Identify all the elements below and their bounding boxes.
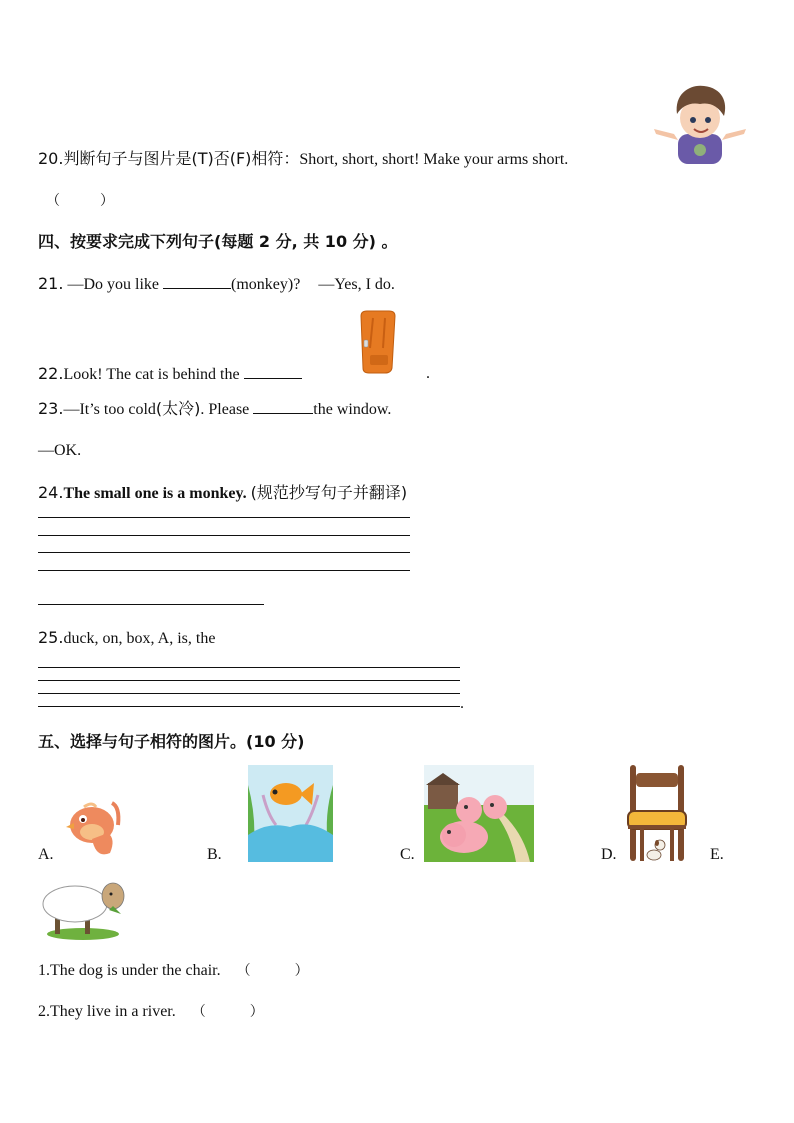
boy-shrugging-icon: [652, 84, 748, 164]
q24-writing-line-1[interactable]: [38, 517, 410, 518]
q24-writing-line-2[interactable]: [38, 535, 410, 536]
section5-title: 五、选择与句子相符的图片。(10 分): [38, 732, 305, 751]
q24-writing-line-4[interactable]: [38, 570, 410, 571]
q25-line: [38, 628, 215, 649]
section4-title: 四、按要求完成下列句子(每题 2 分, 共 10 分) 。: [38, 232, 398, 251]
door-icon: [357, 310, 399, 374]
q22-text: Look! The cat is behind the: [63, 366, 244, 383]
s5-question-2-answer[interactable]: （ ）: [191, 1004, 264, 1020]
q23-blank[interactable]: [253, 399, 313, 414]
s5-question-2-text: 2.They live in a river.: [38, 1003, 176, 1020]
s5-question-1-text: 1.The dog is under the chair.: [38, 962, 221, 979]
q21-hint: (monkey)?: [231, 276, 301, 293]
q23-hint: (太冷): [155, 399, 201, 418]
q21-number: 21.: [38, 274, 64, 293]
q23-part2: . Please: [200, 401, 254, 418]
q24-number: 24.: [38, 483, 64, 502]
q25-words: duck, on, box, A, is, the: [63, 630, 216, 647]
q23-number: 23.: [38, 399, 64, 418]
q23-reply: —OK.: [38, 442, 82, 459]
s5-question-1: [38, 961, 309, 981]
q21-line: [38, 274, 395, 295]
bird-icon: [62, 795, 134, 861]
q24-instruction: (规范抄写句子并翻译): [250, 483, 408, 502]
q24-writing-line-3[interactable]: [38, 552, 410, 553]
q23-part1: —It’s too cold: [63, 401, 156, 418]
q20-number: 20.: [38, 149, 64, 168]
q25-writing-line-3[interactable]: [38, 693, 460, 694]
q25-writing-line-4[interactable]: [38, 706, 460, 707]
q25-writing-line-2[interactable]: [38, 680, 460, 681]
q20-answer-paren[interactable]: （ ）: [46, 193, 114, 209]
q23-part3: the window.: [313, 401, 392, 418]
option-e-label: E.: [710, 846, 724, 863]
q20-prompt: 判断句子与图片是(T)否(F)相符：: [63, 149, 300, 168]
option-a-label: A.: [38, 846, 54, 863]
q23-line: [38, 399, 391, 420]
option-d-label: D.: [601, 846, 617, 863]
q24-line: [38, 483, 407, 504]
s5-question-2: [38, 1002, 264, 1022]
option-c-label: C.: [400, 846, 415, 863]
sheep-icon: [37, 874, 129, 942]
goldfish-icon: [248, 765, 333, 862]
q24-sentence: The small one is a monkey.: [63, 485, 251, 502]
q22-blank[interactable]: [244, 364, 302, 379]
q20-sentence: Short, short, short! Make your arms short.: [299, 151, 569, 168]
q20-line: [38, 149, 568, 170]
q21-part2: —Yes, I do.: [318, 276, 395, 293]
q25-end: .: [460, 695, 464, 712]
q25-writing-line-1[interactable]: [38, 667, 460, 668]
q24-translation-line[interactable]: [38, 604, 264, 605]
q25-number: 25.: [38, 628, 64, 647]
pigs-farm-icon: [424, 765, 534, 862]
q21-blank[interactable]: [163, 274, 231, 289]
q22-end: .: [426, 365, 430, 382]
dog-under-chair-icon: [626, 763, 688, 863]
q22-line: [38, 364, 302, 385]
s5-question-1-answer[interactable]: （ ）: [236, 963, 309, 979]
q21-part1: —Do you like: [67, 276, 163, 293]
q22-number: 22.: [38, 364, 64, 383]
option-b-label: B.: [207, 846, 222, 863]
